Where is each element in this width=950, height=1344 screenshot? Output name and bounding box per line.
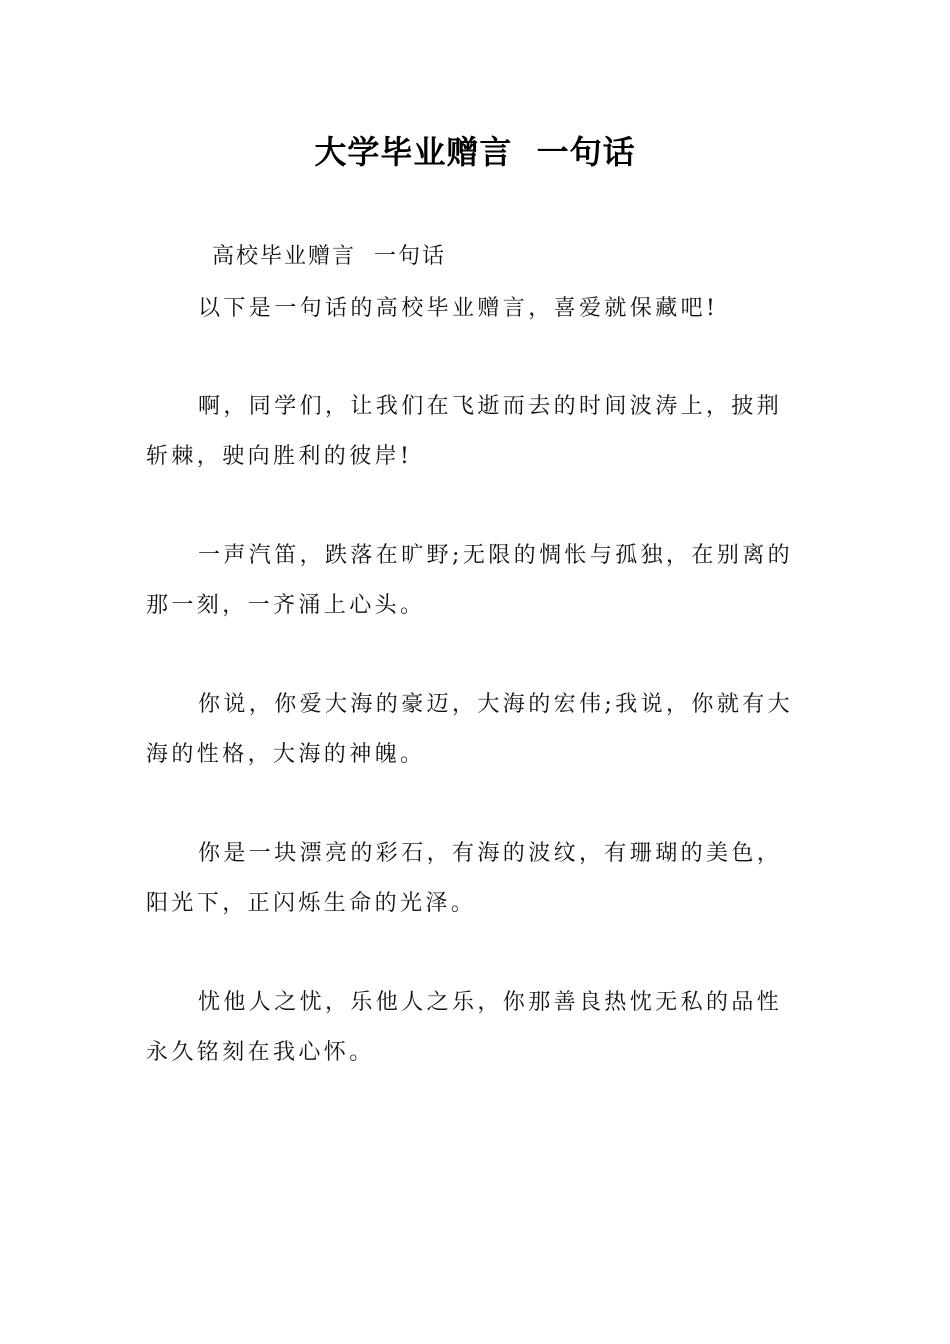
document-subtitle: 高校毕业赠言 一句话 (212, 244, 446, 269)
paragraph-5-line-2: 永久铭刻在我心怀。 (146, 1040, 375, 1065)
paragraph-3-line-1: 你说，你爱大海的豪迈，大海的宏伟;我说，你就有大 (198, 692, 794, 717)
document-title: 大学毕业赠言 一句话 (314, 133, 636, 171)
intro-line: 以下是一句话的高校毕业赠言，喜爱就保藏吧! (198, 296, 719, 321)
paragraph-2-line-2: 那一刻，一齐涌上心头。 (146, 593, 426, 618)
paragraph-4-line-1: 你是一块漂亮的彩石，有海的波纹，有珊瑚的美色， (198, 841, 783, 866)
paragraph-1-line-2: 斩棘，驶向胜利的彼岸! (146, 444, 413, 469)
paragraph-3-line-2: 海的性格，大海的神魄。 (146, 742, 426, 767)
paragraph-5-line-1: 忧他人之忧，乐他人之乐，你那善良热忱无私的品性 (198, 990, 783, 1015)
paragraph-1-line-1: 啊，同学们，让我们在飞逝而去的时间波涛上，披荆 (198, 394, 783, 419)
paragraph-4-line-2: 阳光下，正闪烁生命的光泽。 (146, 891, 477, 916)
paragraph-2-line-1: 一声汽笛，跌落在旷野;无限的惆怅与孤独，在别离的 (198, 543, 794, 568)
